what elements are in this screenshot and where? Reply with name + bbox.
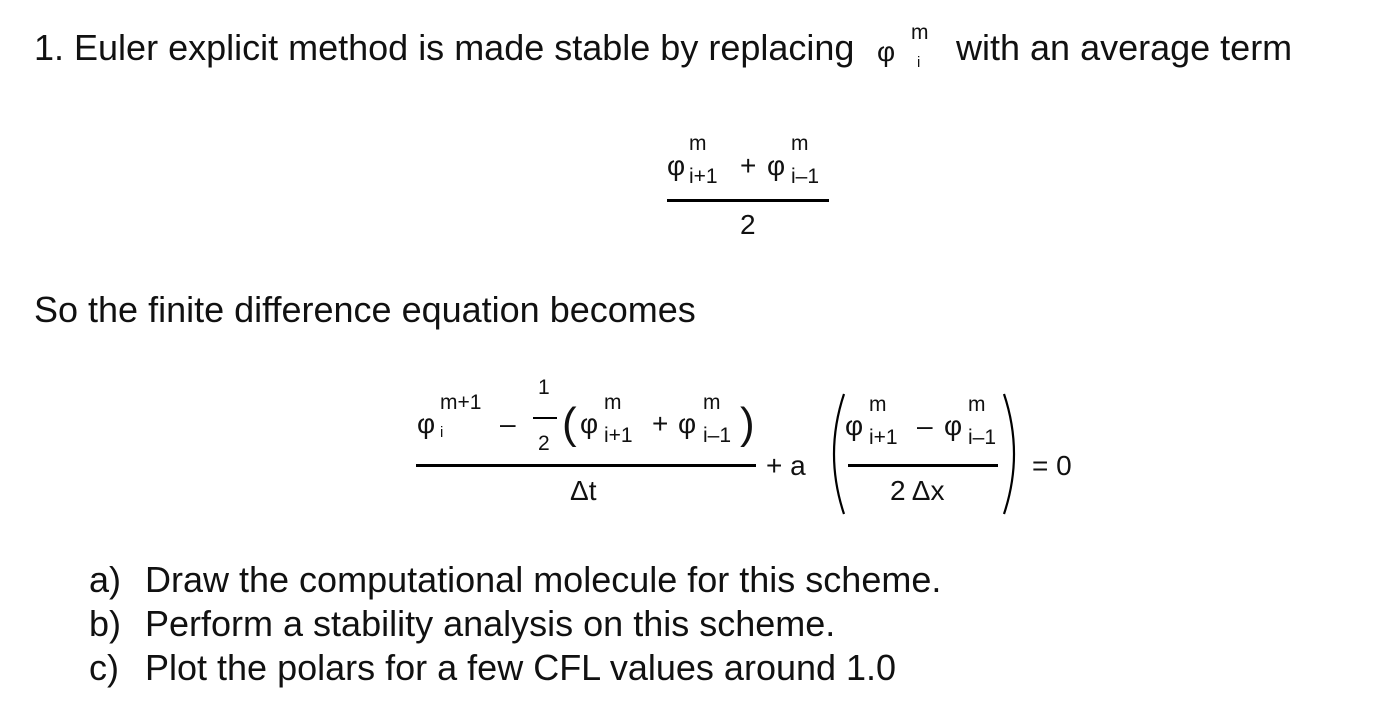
half-bar <box>533 417 557 419</box>
problem-lead: 1. Euler explicit method is made stable by replacing <box>34 27 855 68</box>
task-a-marker: a) <box>89 559 122 600</box>
phi-symbol: φ <box>877 36 896 67</box>
half-denominator: 2 <box>538 432 550 455</box>
fde-sub-i: i <box>440 424 444 441</box>
fde-phi-im1: φ <box>678 408 697 439</box>
fde2-sup-m-2: m <box>968 393 986 416</box>
fde-sub-ip1: i+1 <box>604 424 633 447</box>
equals-zero: = 0 <box>1032 450 1072 481</box>
avg-sub-ip1: i+1 <box>689 165 718 188</box>
fde-plus-a: + a <box>766 450 806 481</box>
fde-sup-m-2: m <box>703 391 721 414</box>
fde-sup-m-1: m <box>604 391 622 414</box>
avg-plus: + <box>740 150 757 181</box>
half-numerator: 1 <box>538 376 550 399</box>
fde2-phi-ip1: φ <box>845 410 864 441</box>
fde-phi-ip1: φ <box>580 408 599 439</box>
fde-sub-im1: i–1 <box>703 424 732 447</box>
fde-dt: Δt <box>570 475 597 506</box>
avg-denominator: 2 <box>740 209 756 240</box>
fde-minus: – <box>500 408 516 439</box>
task-b-marker: b) <box>89 603 122 644</box>
avg-sub-im1: i–1 <box>791 165 820 188</box>
avg-fraction-bar <box>667 199 829 202</box>
fde2-dx: 2 Δx <box>890 475 945 506</box>
problem-tail: with an average term <box>956 27 1293 68</box>
fde2-fraction-bar <box>848 464 998 467</box>
left-paren-small: ( <box>562 399 577 448</box>
fde-plus-inner: + <box>652 408 669 439</box>
fde2-sup-m-1: m <box>869 393 887 416</box>
avg-phi-2: φ <box>767 150 786 181</box>
task-b-text: Perform a stability analysis on this scheme. <box>145 603 836 644</box>
fde-sup-mp1: m+1 <box>440 391 482 414</box>
fde2-sub-ip1: i+1 <box>869 426 898 449</box>
subscript-i: i <box>917 54 921 71</box>
task-c-marker: c) <box>89 647 119 688</box>
right-paren-small: ) <box>740 399 755 448</box>
avg-phi-1: φ <box>667 150 686 181</box>
superscript-m: m <box>911 21 929 44</box>
task-c-text: Plot the polars for a few CFL values around 1.0 <box>145 647 897 688</box>
avg-sup-m-2: m <box>791 132 809 155</box>
fde2-minus: – <box>917 410 933 441</box>
fde2-phi-im1: φ <box>944 410 963 441</box>
task-a-text: Draw the computational molecule for this scheme. <box>145 559 942 600</box>
fde-fraction-bar <box>416 464 756 467</box>
fde2-sub-im1: i–1 <box>968 426 997 449</box>
fde-phi-i: φ <box>417 408 436 439</box>
so-line: So the finite difference equation becomes <box>34 289 696 330</box>
avg-sup-m-1: m <box>689 132 707 155</box>
big-right-paren <box>996 392 1026 516</box>
